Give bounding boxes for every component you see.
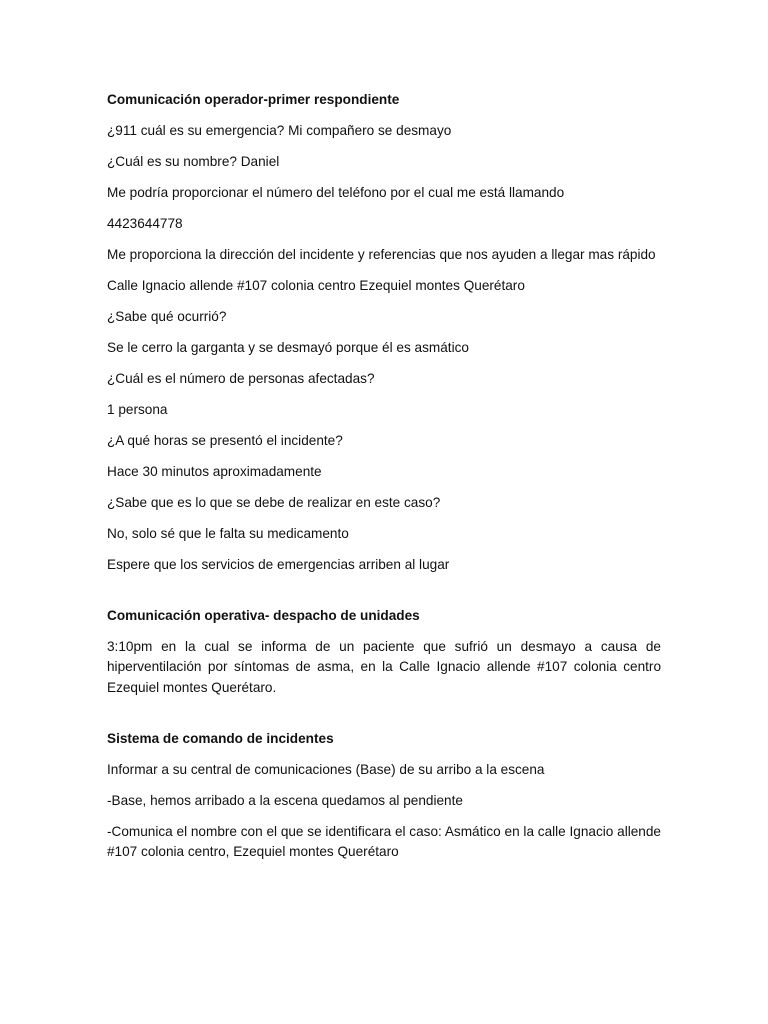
dialogue-line: Me podría proporcionar el número del teléfono por el cual me está llamando (107, 184, 565, 200)
document-page (107, 90, 661, 873)
procedure-paragraph: -Comunica el nombre con el que se identificara el caso: Asmático en la calle Ignacio allende #107 colonia centro, Ezequiel montes Querétaro (107, 823, 661, 860)
dialogue-line: ¿Sabe que es lo que se debe de realizar en este caso? (107, 494, 441, 510)
section-title-dispatch: Comunicación operativa- despacho de unidades (107, 607, 420, 623)
dialogue-line: No, solo sé que le falta su medicamento (107, 525, 349, 541)
dialogue-line: Espere que los servicios de emergencias arriben al lugar (107, 556, 450, 572)
section-title-incident-command: Sistema de comando de incidentes (107, 730, 334, 746)
dialogue-line: ¿911 cuál es su emergencia? Mi compañero se desmayo (107, 122, 452, 138)
dialogue-line: ¿Sabe qué ocurrió? (107, 308, 227, 324)
dialogue-line: ¿A qué horas se presentó el incidente? (107, 432, 343, 448)
dialogue-line: Me proporciona la dirección del incidente y referencias que nos ayuden a llegar mas rápido (107, 246, 656, 262)
dialogue-line: 1 persona (107, 401, 168, 417)
dialogue-line: Se le cerro la garganta y se desmayó porque él es asmático (107, 339, 469, 355)
section-spacer (107, 586, 661, 606)
dialogue-line: ¿Cuál es el número de personas afectadas? (107, 370, 375, 386)
procedure-line: Informar a su central de comunicaciones (Base) de su arribo a la escena (107, 761, 545, 777)
section-spacer (107, 709, 661, 729)
dispatch-paragraph: 3:10pm en la cual se informa de un paciente que sufrió un desmayo a causa de hiperventilación por síntomas de asma, en la Calle Ignacio allende #107 colonia centro Ezequiel montes Querétaro. (107, 638, 661, 695)
dialogue-line: Hace 30 minutos aproximadamente (107, 463, 322, 479)
dialogue-line: ¿Cuál es su nombre? Daniel (107, 153, 280, 169)
procedure-line: -Base, hemos arribado a la escena quedamos al pendiente (107, 792, 463, 808)
section-title-operator-communication: Comunicación operador-primer respondiente (107, 92, 400, 107)
dialogue-line: 4423644778 (107, 215, 183, 231)
dialogue-line: Calle Ignacio allende #107 colonia centro Ezequiel montes Querétaro (107, 277, 525, 293)
